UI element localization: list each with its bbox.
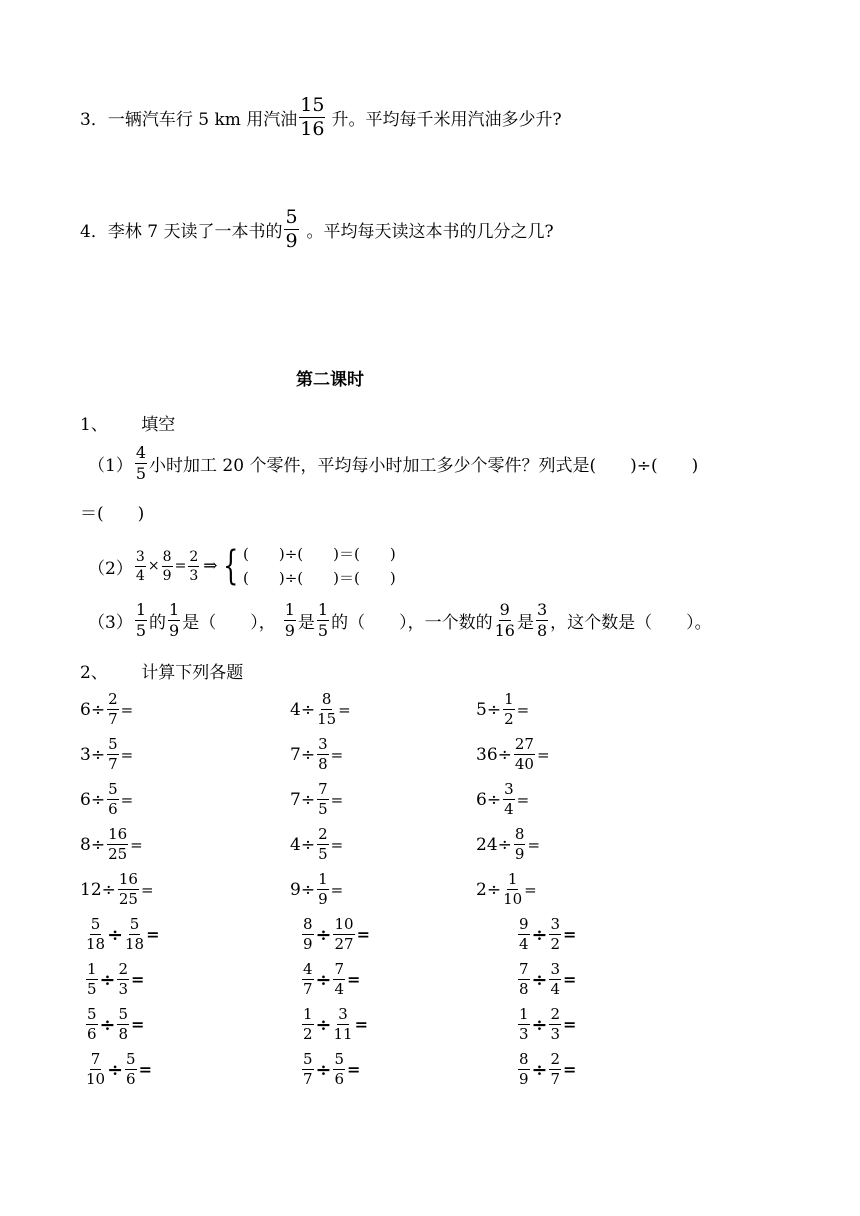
dividend: 6 (476, 789, 487, 810)
numerator: 2 (550, 1050, 561, 1068)
divide-sign: ÷ (107, 923, 124, 946)
fraction (188, 550, 199, 583)
question-text: 李林 7 天读了一本书的 (107, 222, 283, 242)
equals-sign: = (120, 745, 134, 764)
fill-item-1-continuation: ＝( ) (80, 504, 145, 524)
divide-sign: ÷ (497, 744, 512, 765)
numerator: 1 (284, 600, 295, 619)
question-number: 4． (80, 222, 108, 242)
fraction (117, 962, 129, 997)
divide-sign: ÷ (531, 1058, 548, 1081)
fraction (86, 1052, 105, 1087)
calc-expression (476, 872, 537, 907)
denominator: 9 (318, 890, 328, 908)
fraction (125, 1052, 137, 1087)
numerator: 3 (536, 600, 548, 619)
section-title: 第二课时 (296, 370, 364, 390)
equals-sign: = (347, 1060, 361, 1079)
calc-expression (476, 692, 529, 727)
equals-sign: = (516, 700, 530, 719)
equals-sign: = (131, 970, 145, 989)
equals-sign: = (524, 880, 537, 899)
fraction (514, 827, 526, 862)
equals-sign: = (563, 925, 577, 944)
dividend: 4 (290, 834, 301, 855)
fraction-division (84, 1007, 144, 1042)
divide-sign: ÷ (90, 699, 106, 720)
divide-sign: ÷ (315, 923, 332, 946)
numerator: 4 (303, 960, 313, 978)
numerator: 1 (135, 600, 147, 619)
divide-sign: ÷ (90, 789, 106, 810)
divide-sign: ÷ (315, 1013, 332, 1036)
question-3 (80, 96, 562, 139)
denominator: 25 (108, 845, 128, 863)
equals-sign: = (130, 835, 143, 854)
fraction-division (84, 1052, 152, 1087)
dividend: 7 (290, 789, 301, 810)
calc-expression (290, 737, 343, 772)
fraction-division (300, 1052, 360, 1087)
calc-expression (476, 827, 540, 862)
numerator: 1 (303, 1005, 313, 1023)
equals-sign: = (338, 700, 351, 719)
fraction (503, 692, 515, 727)
dividend: 7 (290, 744, 301, 765)
equals-sign: = (140, 880, 154, 899)
question-4 (80, 208, 554, 251)
fraction (503, 782, 515, 817)
equals-sign: = (120, 700, 134, 719)
denominator: 5 (318, 845, 328, 863)
fraction (518, 1052, 530, 1087)
divide-sign: ÷ (300, 744, 316, 765)
denominator: 7 (303, 1070, 313, 1088)
fill-item-2 (88, 542, 396, 590)
denominator: 7 (108, 710, 118, 728)
fraction-division (300, 917, 370, 952)
equals-sign: = (347, 970, 361, 989)
fraction (302, 917, 314, 952)
fraction-division (516, 917, 576, 952)
divide-sign: ÷ (486, 699, 502, 720)
calc-expression (80, 782, 133, 817)
numerator: 5 (303, 1050, 313, 1068)
fraction (317, 827, 329, 862)
numerator: 15 (300, 94, 325, 116)
numerator: 2 (318, 825, 328, 843)
fraction (284, 208, 298, 251)
numerator: 8 (321, 690, 332, 708)
question-number: 3． (80, 110, 108, 130)
denominator: 11 (333, 1025, 353, 1043)
numerator: 3 (504, 780, 514, 798)
item-text: 小时加工 20 个零件，平均每小时加工多少个零件？列式是( )÷( ) (149, 456, 699, 476)
divide-sign: ÷ (99, 1013, 116, 1036)
fraction (518, 962, 530, 997)
part-1-header (80, 410, 175, 435)
fraction (518, 917, 530, 952)
calc-expression (290, 782, 343, 817)
denominator: 2 (303, 1025, 313, 1043)
denominator: 16 (494, 621, 515, 640)
dividend: 2 (476, 879, 487, 900)
numerator: 5 (334, 1050, 345, 1068)
fraction (125, 917, 144, 952)
calc-expression (476, 782, 529, 817)
denominator: 9 (284, 621, 295, 640)
numerator: 4 (135, 443, 147, 462)
denominator: 6 (87, 1025, 97, 1043)
fraction-division (84, 917, 160, 952)
numerator: 10 (334, 915, 354, 933)
fraction (495, 602, 515, 639)
divide-sign: ÷ (300, 789, 316, 810)
equals-sign: = (527, 835, 541, 854)
equals-sign: = (174, 558, 187, 574)
calc-expression (290, 827, 343, 862)
numerator: 3 (550, 960, 561, 978)
denominator: 18 (86, 935, 106, 953)
divide-sign: ÷ (300, 879, 316, 900)
calc-expression (80, 827, 143, 862)
numerator: 7 (519, 960, 529, 978)
fraction (302, 1007, 314, 1042)
divide-sign: ÷ (486, 879, 502, 900)
divide-sign: ÷ (90, 834, 106, 855)
denominator: 25 (118, 890, 138, 908)
numerator: 27 (514, 735, 534, 753)
numerator: 1 (169, 600, 180, 619)
equals-sign: = (516, 790, 530, 809)
equals-sign: = (330, 790, 344, 809)
numerator: 1 (318, 870, 328, 888)
item-text: 是 (297, 613, 315, 633)
equals-sign: = (120, 790, 134, 809)
fraction-division (300, 1007, 368, 1042)
question-text: 一辆汽车行 5 km 用汽油 (107, 110, 298, 130)
denominator: 10 (86, 1070, 106, 1088)
fraction (135, 550, 146, 583)
item-prefix: （2） (88, 558, 133, 579)
fill-item-1 (88, 445, 698, 482)
fraction (135, 602, 147, 639)
fraction (317, 737, 329, 772)
numerator: 5 (118, 1005, 129, 1023)
fraction (107, 782, 119, 817)
numerator: 2 (118, 960, 129, 978)
denominator: 10 (503, 890, 523, 908)
dividend: 24 (476, 834, 498, 855)
calc-expression (290, 872, 343, 907)
item-text: 的 (149, 613, 167, 633)
denominator: 27 (334, 935, 354, 953)
question-text: 。平均每天读这本书的几分之几? (306, 222, 554, 242)
denominator: 16 (300, 118, 325, 140)
equals-sign: = (563, 1015, 577, 1034)
fraction-division (300, 962, 360, 997)
item-text: 是（ ）， (182, 613, 276, 633)
fraction (317, 692, 336, 727)
equals-sign: = (330, 880, 344, 899)
denominator: 6 (334, 1070, 345, 1088)
fraction (168, 602, 180, 639)
fraction-division (516, 962, 576, 997)
fraction (107, 827, 128, 862)
part-2-header (80, 658, 243, 683)
denominator: 2 (550, 935, 561, 953)
numerator: 2 (189, 548, 199, 565)
part-number: 2、 (80, 663, 108, 683)
fraction (86, 917, 105, 952)
fill-item-3 (88, 602, 712, 639)
numerator: 2 (108, 690, 118, 708)
denominator: 18 (125, 935, 145, 953)
equation-line: ( )÷( )＝( ) (243, 569, 396, 587)
numerator: 1 (507, 870, 518, 888)
equals-sign: = (330, 835, 344, 854)
equals-sign: = (356, 925, 370, 944)
implies-arrow: ⇒ (203, 556, 218, 576)
fraction (299, 96, 325, 139)
fraction (518, 1007, 530, 1042)
numerator: 7 (90, 1050, 101, 1068)
denominator: 5 (317, 621, 329, 640)
calc-expression (80, 872, 154, 907)
calc-expression (290, 692, 351, 727)
equals-sign: = (146, 925, 160, 944)
divide-sign: ÷ (497, 834, 512, 855)
fraction (117, 1007, 129, 1042)
divide-sign: ÷ (531, 923, 548, 946)
denominator: 8 (318, 755, 328, 773)
numerator: 3 (318, 735, 328, 753)
fraction (86, 962, 98, 997)
item-text: 是 (516, 613, 534, 633)
fraction (333, 1007, 352, 1042)
denominator: 3 (189, 567, 199, 584)
numerator: 1 (504, 690, 514, 708)
dividend: 4 (290, 699, 301, 720)
divide-sign: ÷ (90, 744, 106, 765)
numerator: 9 (499, 600, 510, 619)
fraction (135, 445, 147, 482)
numerator: 5 (126, 1050, 136, 1068)
fraction-division (84, 962, 144, 997)
part-title: 填空 (141, 415, 176, 435)
numerator: 2 (550, 1005, 561, 1023)
fraction (317, 872, 329, 907)
denominator: 5 (87, 980, 97, 998)
numerator: 8 (303, 915, 313, 933)
equals-sign: = (563, 1060, 577, 1079)
fraction-division (516, 1052, 576, 1087)
fraction (107, 692, 119, 727)
divide-sign: ÷ (531, 1013, 548, 1036)
denominator: 4 (135, 567, 145, 584)
fraction (503, 872, 522, 907)
equals-sign: = (536, 745, 550, 764)
fraction (549, 962, 561, 997)
numerator: 5 (87, 1005, 97, 1023)
numerator: 16 (108, 825, 128, 843)
numerator: 8 (162, 548, 172, 565)
fraction (302, 962, 314, 997)
denominator: 2 (504, 710, 514, 728)
denominator: 4 (334, 980, 345, 998)
item-text: ，这个数是（ ）。 (550, 613, 712, 633)
denominator: 8 (519, 980, 529, 998)
equals-sign: = (354, 1015, 368, 1034)
divide-sign: ÷ (315, 968, 332, 991)
divide-sign: ÷ (300, 699, 316, 720)
denominator: 9 (285, 230, 298, 252)
numerator: 1 (87, 960, 97, 978)
equals-sign: = (330, 745, 344, 764)
dividend: 8 (80, 834, 91, 855)
question-text: 升。平均每千米用汽油多少升? (331, 110, 562, 130)
denominator: 8 (118, 1025, 129, 1043)
denominator: 9 (519, 1070, 529, 1088)
denominator: 15 (317, 710, 337, 728)
equals-sign: = (138, 1060, 152, 1079)
item-text: 的（ ），一个数的 (331, 613, 493, 633)
divide-sign: ÷ (107, 1058, 124, 1081)
calc-expression (80, 692, 133, 727)
fraction (162, 550, 173, 583)
times-sign: × (147, 558, 160, 574)
denominator: 6 (126, 1070, 136, 1088)
denominator: 3 (118, 980, 129, 998)
denominator: 9 (303, 935, 313, 953)
fraction (284, 602, 296, 639)
divide-sign: ÷ (99, 968, 116, 991)
divide-sign: ÷ (101, 879, 116, 900)
equals-sign: = (131, 1015, 145, 1034)
denominator: 9 (514, 845, 525, 863)
fraction (536, 602, 548, 639)
denominator: 5 (318, 800, 328, 818)
denominator: 4 (550, 980, 561, 998)
denominator: 8 (536, 621, 548, 640)
numerator: 3 (135, 548, 145, 565)
denominator: 3 (519, 1025, 529, 1043)
denominator: 9 (162, 567, 172, 584)
divide-sign: ÷ (300, 834, 316, 855)
numerator: 5 (108, 735, 118, 753)
numerator: 3 (338, 1005, 348, 1023)
denominator: 40 (514, 755, 534, 773)
fraction (317, 602, 329, 639)
equation-line: ( )÷( )＝( ) (243, 545, 396, 563)
fraction (118, 872, 139, 907)
part-number: 1、 (80, 415, 108, 435)
item-prefix: （3） (88, 613, 133, 633)
fraction (333, 962, 345, 997)
fraction (107, 737, 119, 772)
fraction (302, 1052, 314, 1087)
calc-expression (80, 737, 133, 772)
denominator: 7 (303, 980, 313, 998)
denominator: 5 (135, 621, 147, 640)
fraction-division (516, 1007, 576, 1042)
left-brace: { (222, 543, 238, 589)
fraction (549, 917, 561, 952)
numerator: 7 (334, 960, 345, 978)
denominator: 6 (108, 800, 118, 818)
numerator: 5 (108, 780, 118, 798)
numerator: 1 (519, 1005, 529, 1023)
equals-sign: = (563, 970, 577, 989)
fraction (333, 917, 354, 952)
numerator: 9 (519, 915, 529, 933)
numerator: 7 (318, 780, 328, 798)
divide-sign: ÷ (486, 789, 502, 810)
divide-sign: ÷ (315, 1058, 332, 1081)
numerator: 16 (118, 870, 138, 888)
denominator: 9 (169, 621, 180, 640)
dividend: 12 (80, 879, 102, 900)
numerator: 5 (285, 206, 298, 228)
numerator: 5 (129, 915, 140, 933)
numerator: 5 (90, 915, 101, 933)
denominator: 3 (550, 1025, 561, 1043)
dividend: 5 (476, 699, 487, 720)
denominator: 5 (135, 464, 147, 483)
equation-lines (243, 542, 396, 590)
denominator: 4 (519, 935, 529, 953)
dividend: 6 (80, 789, 91, 810)
numerator: 3 (550, 915, 561, 933)
numerator: 1 (317, 600, 329, 619)
fraction (514, 737, 535, 772)
divide-sign: ÷ (531, 968, 548, 991)
denominator: 4 (504, 800, 514, 818)
calc-expression (476, 737, 550, 772)
dividend: 9 (290, 879, 301, 900)
numerator: 8 (519, 1050, 529, 1068)
fraction (86, 1007, 98, 1042)
fraction (549, 1007, 561, 1042)
part-title: 计算下列各题 (141, 663, 244, 683)
item-prefix: （1） (88, 456, 133, 476)
denominator: 7 (550, 1070, 561, 1088)
dividend: 3 (80, 744, 91, 765)
dividend: 6 (80, 699, 91, 720)
fraction (317, 782, 329, 817)
denominator: 7 (108, 755, 118, 773)
dividend: 36 (476, 744, 498, 765)
fraction (333, 1052, 345, 1087)
numerator: 8 (514, 825, 525, 843)
fraction (549, 1052, 561, 1087)
